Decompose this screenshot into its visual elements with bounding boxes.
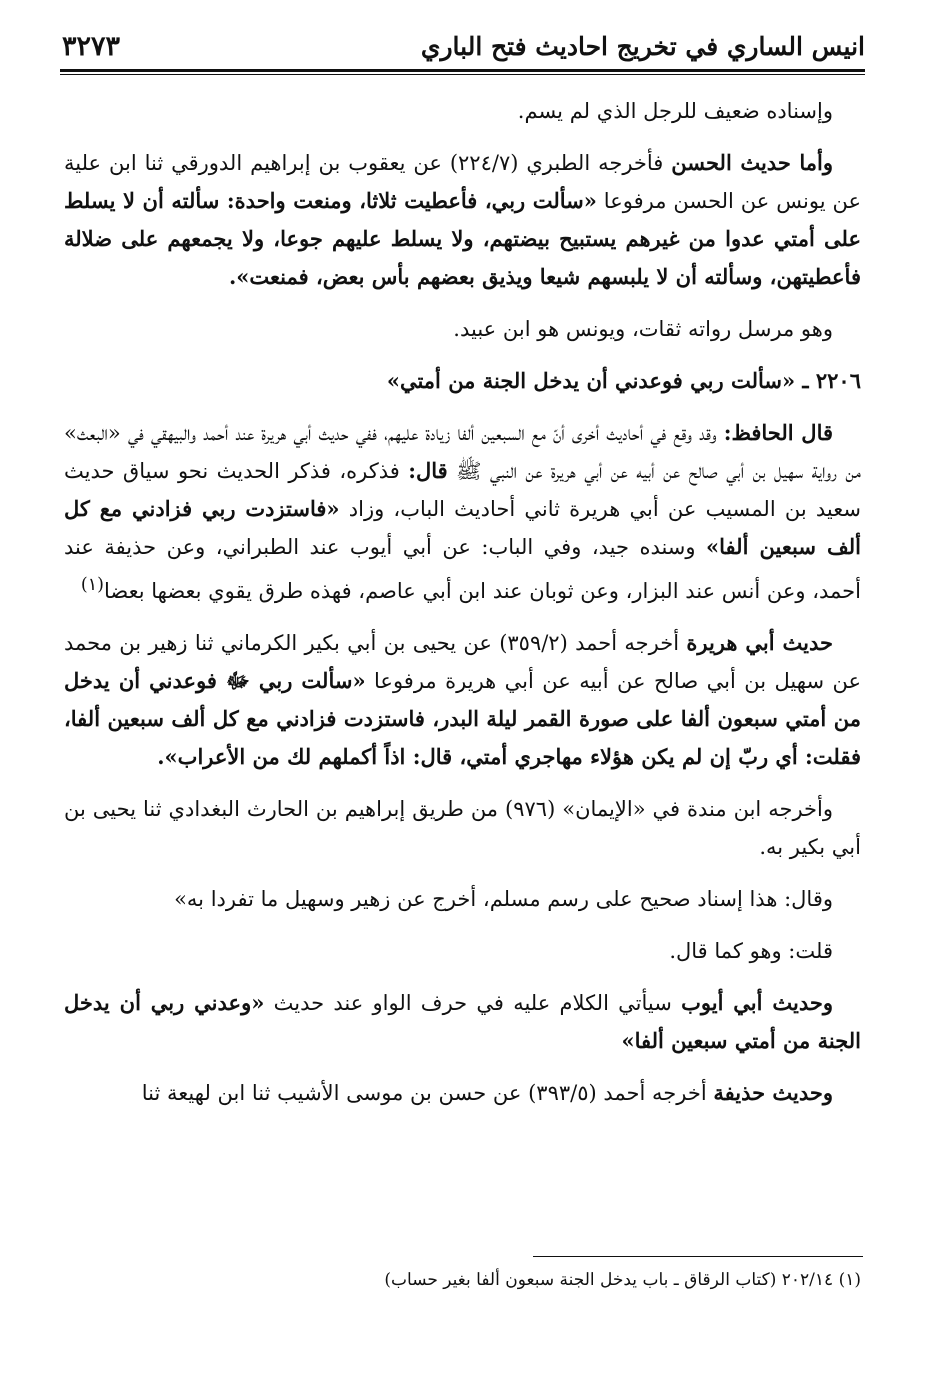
paragraph xyxy=(64,144,861,296)
header-rule xyxy=(60,69,865,72)
paragraph xyxy=(64,880,861,918)
text-run: قلت: وهو كما قال. xyxy=(669,939,833,963)
bold-text: وحديث حذيفة xyxy=(713,1080,833,1105)
text-run: فذكره، فذكر الحديث نحو سياق حديث سعيد بن المسيب عن أبي هريرة ثاني أحاديث الباب، وزاد xyxy=(64,459,861,521)
paragraph xyxy=(64,624,861,776)
text-run: وقد وقع في أحاديث أخرى أنّ مع السبعين ألفا زيادة عليهم، ففي حديث أبي هريرة عند أحمد والبيهقي في «البعث» من رواية سهيل بن أبي صالح عن أبيه عن أبي هريرة عن النبي ﷺ xyxy=(64,421,861,483)
text-run: سيأتي الكلام عليه في حرف الواو عند حديث xyxy=(264,991,682,1015)
footnote-ref: (١) xyxy=(80,575,104,595)
text-run: وهو مرسل رواته ثقات، ويونس هو ابن عبيد. xyxy=(453,317,833,341)
bold-text: وأما حديث الحسن xyxy=(671,150,833,175)
paragraph xyxy=(64,932,861,970)
page-header xyxy=(62,26,865,66)
bold-text: وحديث أبي أيوب xyxy=(681,990,833,1015)
page-body xyxy=(64,92,861,1126)
running-title: انيس الساري في تخريج احاديث فتح الباري xyxy=(420,31,865,61)
header-rule-thin xyxy=(60,74,865,75)
paragraph xyxy=(64,984,861,1060)
text-run: فأخرجه الطبري (٢٢٤/٧) عن يعقوب بن إبراهيم الدورقي ثنا ابن علية عن يونس عن الحسن مرفوعا xyxy=(64,151,861,213)
hadith-heading xyxy=(64,362,861,400)
bold-text: قال الحافظ: xyxy=(723,420,834,445)
text-run: وقال: هذا إسناد صحيح على رسم مسلم، أخرج عن زهير وسهيل ما تفردا به» xyxy=(174,887,833,911)
bold-text: «فاستزدت ربي فزادني مع كل ألف سبعين ألفا» xyxy=(64,496,862,559)
bold-text: «سألت ربي، فأعطيت ثلاثا، ومنعت واحدة: سألته أن لا يسلط على أمتي عدوا من غيرهم يستبيح بيضتهم، ولا يسلط عليهم جوعا، ولا يجمعهم على ضلالة فأعطيتهن، وسألته أن لا يلبسهم شيعا ويذيق بعضهم بأس بعض، فمنعت». xyxy=(64,188,861,289)
text-run: أخرجه أحمد (٣٩٣/٥) عن حسن بن موسى الأشيب ثنا ابن لهيعة ثنا xyxy=(141,1081,714,1105)
footnote-rule xyxy=(533,1256,863,1257)
paragraph xyxy=(64,310,861,348)
footnote: (١) ٢٠٢/١٤ (كتاب الرقاق ـ باب يدخل الجنة سبعون ألفا بغير حساب) xyxy=(384,1270,861,1290)
text-run: وسنده جيد، وفي الباب: عن أبي أيوب عند الطبراني، وعن حذيفة عند أحمد، وعن أنس عند البزار، وعن ثوبان عند ابن أبي عاصم، فهذه طرق يقوي بعضها بعضا xyxy=(64,535,861,603)
paragraph xyxy=(64,790,861,866)
text-run: وأخرجه ابن مندة في «الإيمان» (٩٧٦) من طريق إبراهيم بن الحارث البغدادي ثنا يحيى بن أبي بكير به. xyxy=(64,797,861,859)
bold-text: «سألت ربي ﷻ فوعدني أن يدخل من أمتي سبعون ألفا على صورة القمر ليلة البدر، فاستزدت فزادني مع كل ألف سبعين ألفا، فقلت: أي ربّ إن لم يكن هؤلاء مهاجري أمتي، قال: اذاً أكملهم لك من الأعراب». xyxy=(64,668,861,769)
page-number: ٣٢٧٣ xyxy=(62,30,121,62)
bold-text: قال: xyxy=(408,458,448,483)
bold-text: حديث أبي هريرة xyxy=(686,630,834,655)
bold-text: ٢٢٠٦ ـ «سألت ربي فوعدني أن يدخل الجنة من أمتي» xyxy=(386,368,861,393)
text-run: أخرجه أحمد (٣٥٩/٢) عن يحيى بن أبي بكير الكرماني ثنا زهير بن محمد عن سهيل بن أبي صالح عن أبيه عن أبي هريرة مرفوعا xyxy=(64,631,862,693)
paragraph xyxy=(64,414,861,610)
bold-text: «وعدني ربي أن يدخل الجنة من أمتي سبعين ألفا» xyxy=(64,990,861,1053)
paragraph xyxy=(64,1074,861,1112)
paragraph xyxy=(64,92,861,130)
text-run: وإسناده ضعيف للرجل الذي لم يسم. xyxy=(517,99,833,123)
